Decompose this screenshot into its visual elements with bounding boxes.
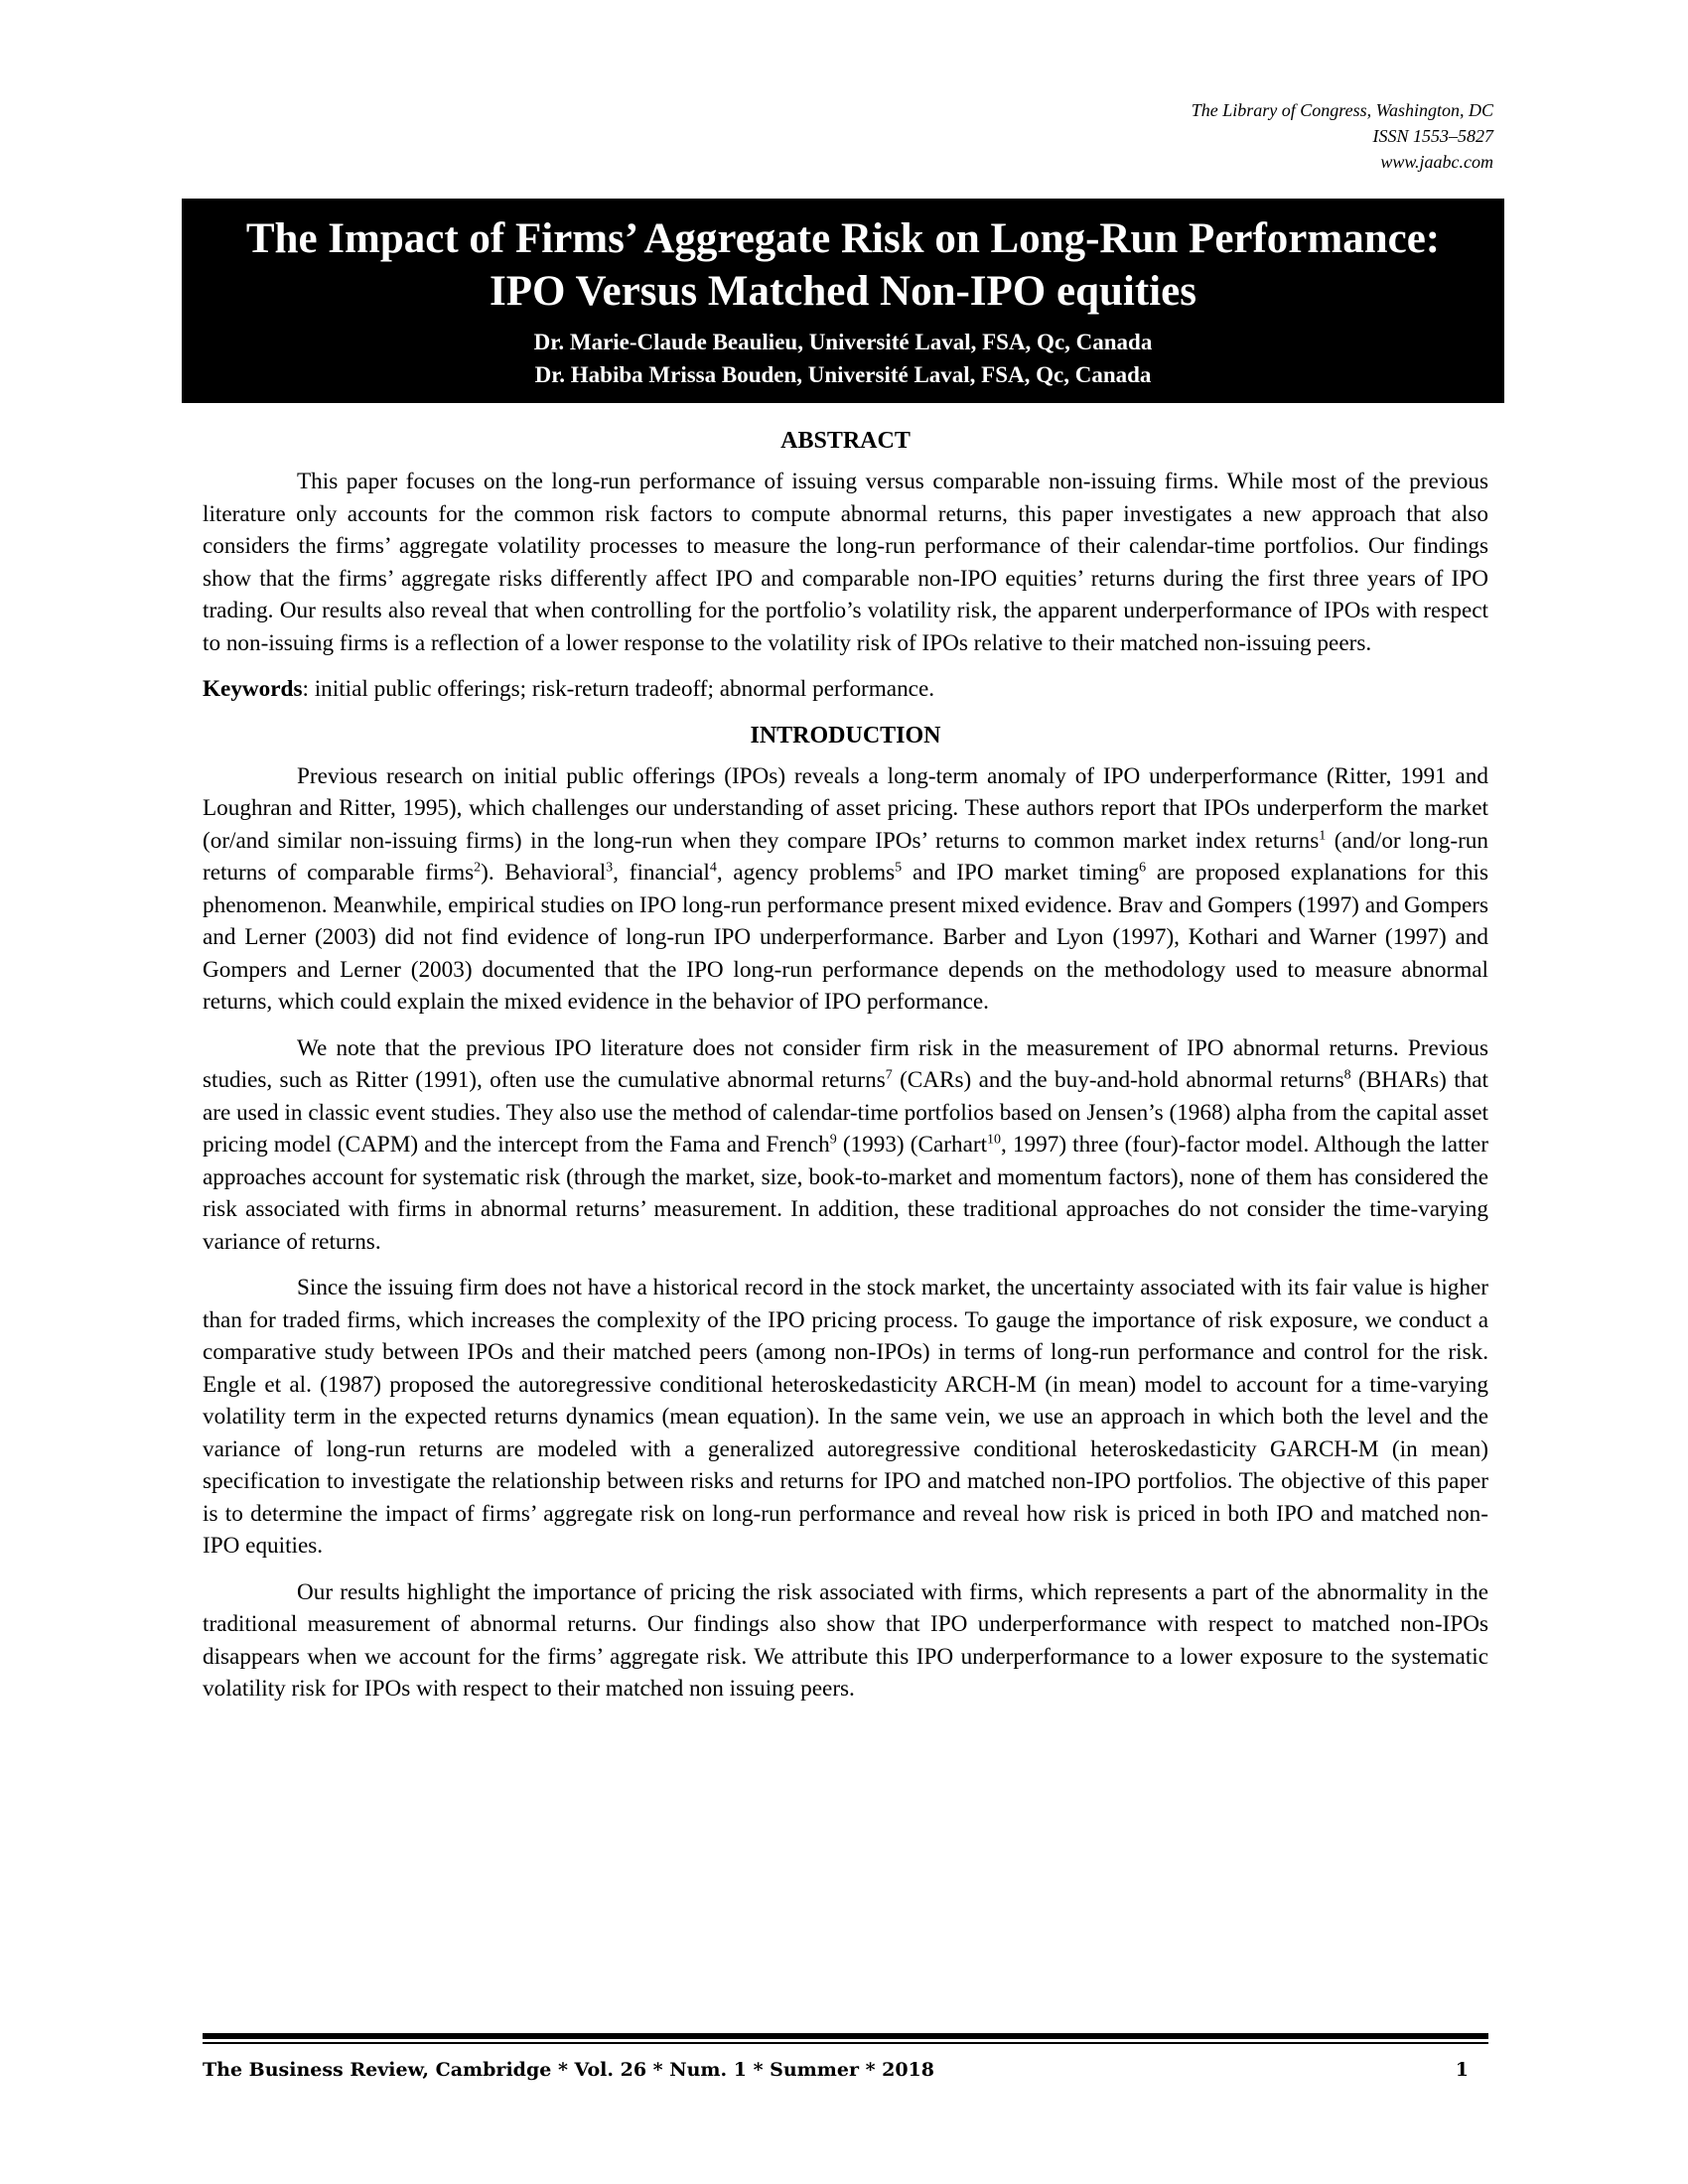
intro-p1-text: ). Behavioral — [481, 860, 607, 886]
footer-journal-info: The Business Review, Cambridge * Vol. 26 * Num. 1 * Summer * 2018 — [203, 2059, 935, 2081]
intro-p2-text: (BHARs) that are used in classic event studies. They also use the method of calendar-time portfolios based on Jensen’s (1968) alpha from the capital asset pricing model (CAPM) and the intercept from the Fama and French — [203, 1067, 1488, 1158]
header-website: www.jaabc.com — [1380, 152, 1493, 172]
paper-body — [203, 425, 1488, 1706]
author-list — [182, 326, 1504, 391]
footnote-ref-5: 5 — [895, 860, 903, 876]
author-2: Dr. Habiba Mrissa Bouden, Université Laval, FSA, Qc, Canada — [534, 362, 1152, 387]
intro-paragraph-4: Our results highlight the importance of pricing the risk associated with firms, which represents a part of the abnormality in the traditional measurement of abnormal returns. Our findings also show that IPO underperformance with respect to matched non-IPOs disappears when we account for the firms’ aggregate risk. We attribute this IPO underperformance to a lower exposure to the systematic volatility risk for IPOs with respect to their matched non issuing peers. — [203, 1578, 1488, 1702]
footnote-ref-2: 2 — [474, 860, 482, 876]
journal-header — [1192, 97, 1493, 175]
title-banner — [182, 199, 1504, 403]
intro-p1-text: , financial — [613, 860, 710, 886]
abstract-text: This paper focuses on the long-run performance of issuing versus comparable non-issuing firms. While most of the previous literature only accounts for the common risk factors to compute abnormal returns, this paper investigates a new approach that also considers the firms’ aggregate volatility processes to measure the long-run performance of their calendar-time portfolios. Our findings show that the firms’ aggregate risks differently affect IPO and comparable non-IPO equities’ returns during the first three years of IPO trading. Our results also reveal that when controlling for the portfolio’s volatility risk, the apparent underperformance of IPOs with respect to non-issuing firms is a reflection of a lower response to the volatility risk of IPOs relative to their matched non-issuing peers. — [203, 469, 1488, 656]
footnote-ref-7: 7 — [885, 1067, 893, 1083]
introduction-heading: INTRODUCTION — [750, 722, 941, 749]
author-1: Dr. Marie-Claude Beaulieu, Université Laval, FSA, Qc, Canada — [533, 330, 1153, 354]
intro-paragraph-1 — [203, 760, 1488, 1019]
paper-title-line-2: IPO Versus Matched Non-IPO equities — [490, 268, 1196, 315]
intro-p2-text: (CARs) and the buy-and-hold abnormal returns — [892, 1067, 1344, 1093]
intro-p2-text: , 1997) three (four)-factor model. Although the latter approaches account for systematic risk (through the market, size, book-to-market and momentum factors), none of them has considered the risk associated with firms in abnormal returns’ measurement. In addition, these traditional approaches do not consider the time-varying variance of returns. — [203, 1132, 1488, 1255]
footnote-ref-8: 8 — [1343, 1067, 1351, 1083]
intro-p1-text: Previous research on initial public offerings (IPOs) reveals a long-term anomaly of IPO underperformance (Ritter, 1991 and Loughran and Ritter, 1995), which challenges our understanding of asset pricing. These authors report that IPOs underperform the market (or/and similar non-issuing firms) in the long-run when they compare IPOs’ returns to common market index returns — [203, 762, 1488, 854]
footnote-ref-1: 1 — [1319, 827, 1327, 843]
intro-p1-text: are proposed explanations for this phenomenon. Meanwhile, empirical studies on IPO long-run performance present mixed evidence. Brav and Gompers (1997) and Gompers and Lerner (2003) did not find evidence of long-run IPO underperformance. Barber and Lyon (1997), Kothari and Warner (1997) and Gompers and Lerner (2003) documented that the IPO long-run performance depends on the methodology used to measure abnormal returns, which could explain the mixed evidence in the behavior of IPO performance. — [203, 860, 1488, 1015]
intro-paragraph-3: Since the issuing firm does not have a historical record in the stock market, the uncertainty associated with its fair value is higher than for traded firms, which increases the complexity of the IPO pricing process. To gauge the importance of risk exposure, we conduct a comparative study between IPOs and their matched peers (among non-IPOs) in terms of long-run performance and control for the risk. Engle et al. (1987) proposed the autoregressive conditional heteroskedasticity ARCH-M (in mean) model to account for a time-varying volatility term in the expected returns dynamics (mean equation). In the same vein, we use an approach in which both the level and the variance of long-run returns are modeled with a generalized autoregressive conditional heteroskedasticity GARCH-M (in mean) specification to investigate the relationship between risks and returns for IPO and matched non-IPO portfolios. The objective of this paper is to determine the impact of firms’ aggregate risk on long-run performance and reveal how risk is priced in both IPO and matched non-IPO equities. — [203, 1275, 1488, 1559]
intro-p1-text: (and/or long-run returns of comparable firms — [203, 827, 1488, 886]
keywords — [203, 673, 1488, 706]
keywords-text: : initial public offerings; risk-return tradeoff; abnormal performance. — [302, 676, 935, 702]
footnote-ref-3: 3 — [606, 860, 614, 876]
intro-p2-text: (1993) (Carhart — [836, 1132, 988, 1158]
keywords-label: Keywords — [203, 676, 303, 702]
paper-title-line-1: The Impact of Firms’ Aggregate Risk on Long-Run Performance: — [245, 215, 1441, 262]
page-footer — [203, 2057, 1488, 2083]
header-library: The Library of Congress, Washington, DC — [1191, 100, 1493, 120]
footnote-ref-6: 6 — [1139, 860, 1147, 876]
footnote-ref-9: 9 — [829, 1132, 837, 1148]
footnote-ref-10: 10 — [987, 1132, 1002, 1148]
intro-p2-text: We note that the previous IPO literature does not consider firm risk in the measurement of IPO abnormal returns. Previous studies, such as Ritter (1991), often use the cumulative abnormal returns — [203, 1034, 1488, 1093]
intro-p1-text: and IPO market timing — [902, 860, 1140, 886]
footer-rule — [203, 2033, 1488, 2039]
header-issn: ISSN 1553–5827 — [1372, 126, 1493, 146]
footnote-ref-4: 4 — [709, 860, 717, 876]
abstract-heading: ABSTRACT — [780, 428, 911, 454]
page-number: 1 — [1455, 2059, 1469, 2081]
intro-paragraph-2 — [203, 1032, 1488, 1259]
footer-rule-thin — [203, 2042, 1488, 2044]
intro-p1-text: , agency problems — [716, 860, 896, 886]
